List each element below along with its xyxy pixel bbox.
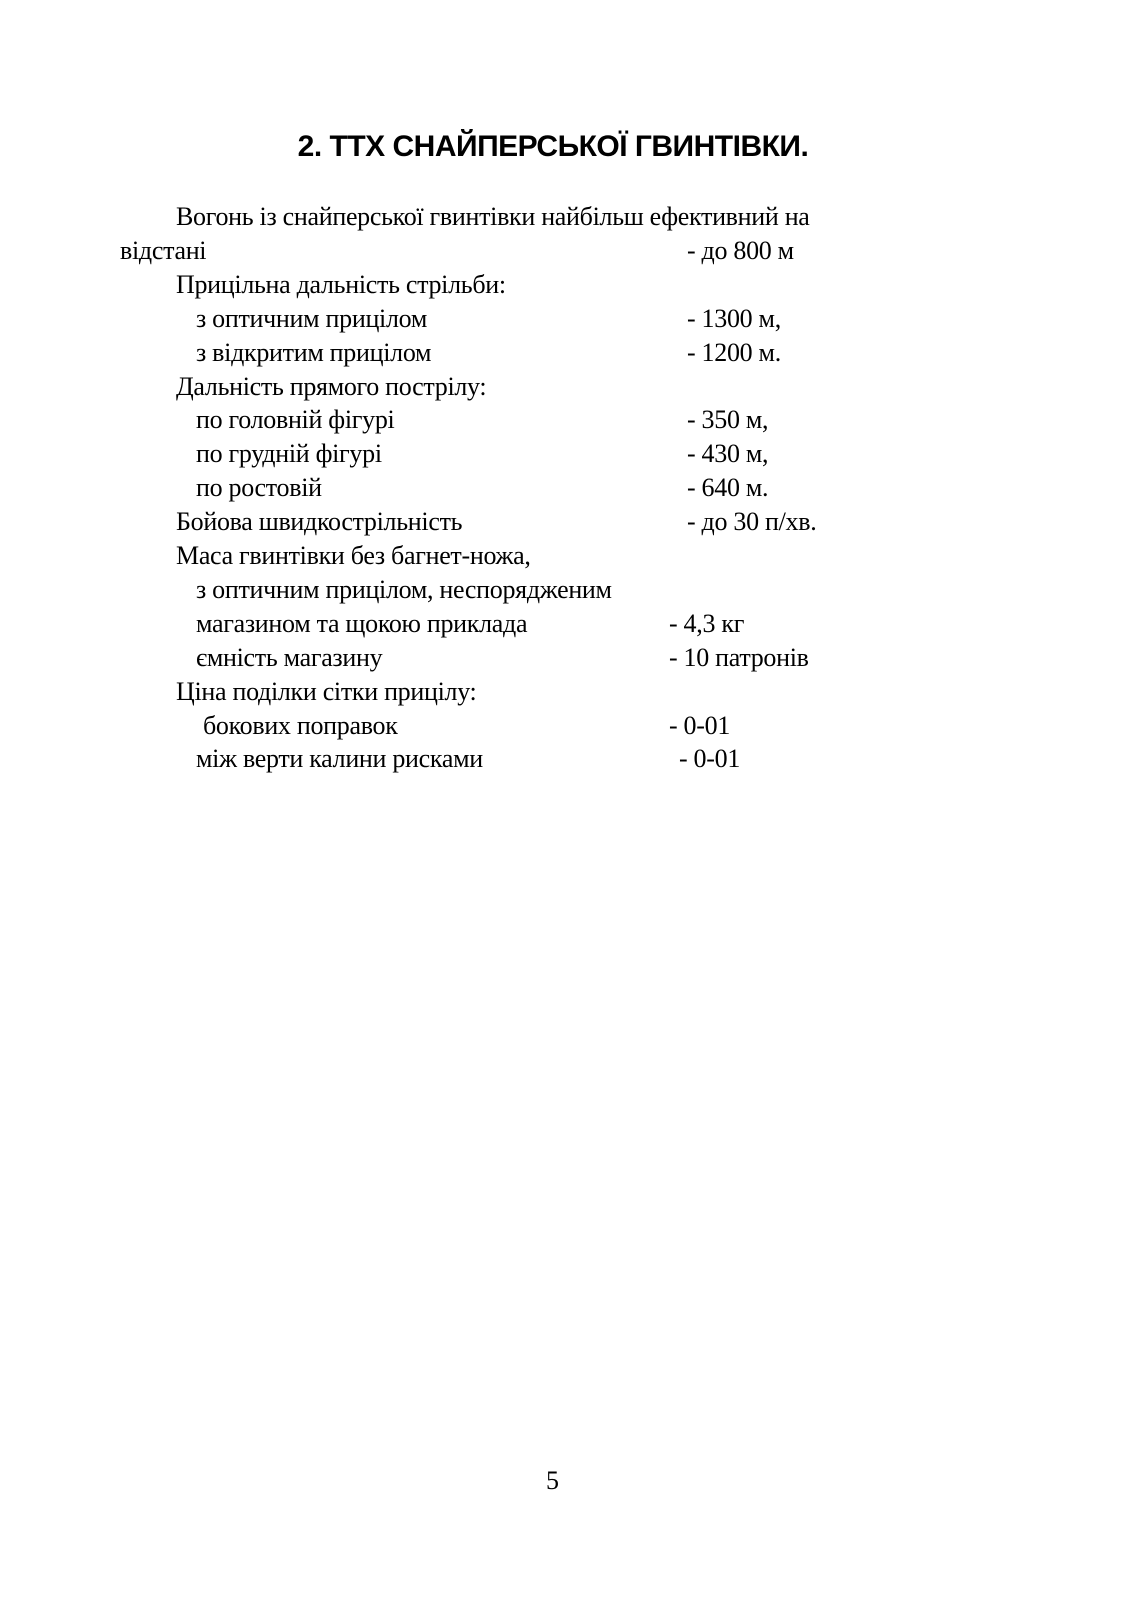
spec-label: бокових поправок xyxy=(203,710,398,740)
spec-label: по головній фігурі xyxy=(196,405,395,435)
spec-label: з оптичним прицілом, неспорядженим xyxy=(196,574,612,604)
spec-value: - 10 патронів xyxy=(669,642,809,672)
spec-value: - 1300 м, xyxy=(687,303,781,333)
spec-value: - 0-01 xyxy=(669,710,731,740)
spec-label: Бойова швидкострільність xyxy=(176,507,463,537)
spec-label: між верти калини рисками xyxy=(196,744,483,774)
spec-value: - 430 м, xyxy=(687,439,769,469)
spec-label: магазином та щокою приклада xyxy=(196,608,528,638)
spec-label: відстані xyxy=(120,235,207,265)
spec-label: Маса гвинтівки без багнет-ножа, xyxy=(176,541,531,570)
spec-value: - 350 м, xyxy=(687,405,769,435)
spec-value: - 4,3 кг xyxy=(669,608,745,638)
spec-label: Прицільна дальність стрільби: xyxy=(176,269,506,299)
spec-label: Ціна поділки сітки прицілу: xyxy=(176,676,477,706)
spec-value: - до 800 м xyxy=(687,235,794,265)
spec-label: ємність магазину xyxy=(196,642,383,672)
spec-value: - 0-01 xyxy=(679,744,741,774)
spec-value: - до 30 п/хв. xyxy=(687,507,817,537)
page-number: 5 xyxy=(546,1466,559,1495)
spec-label: Вогонь із снайперської гвинтівки найбільш ефективний на xyxy=(176,202,810,231)
spec-value: - 640 м. xyxy=(687,473,769,503)
spec-label: з оптичним прицілом xyxy=(196,303,428,333)
spec-label: з відкритим прицілом xyxy=(196,337,432,367)
spec-value: - 1200 м. xyxy=(687,337,781,367)
spec-label: по ростовій xyxy=(196,473,322,503)
spec-label: по грудній фігурі xyxy=(196,439,382,469)
page-title: 2. ТТХ СНАЙПЕРСЬКОЇ ГВИНТІВКИ. xyxy=(297,130,809,163)
spec-label: Дальність прямого пострілу: xyxy=(176,371,487,401)
